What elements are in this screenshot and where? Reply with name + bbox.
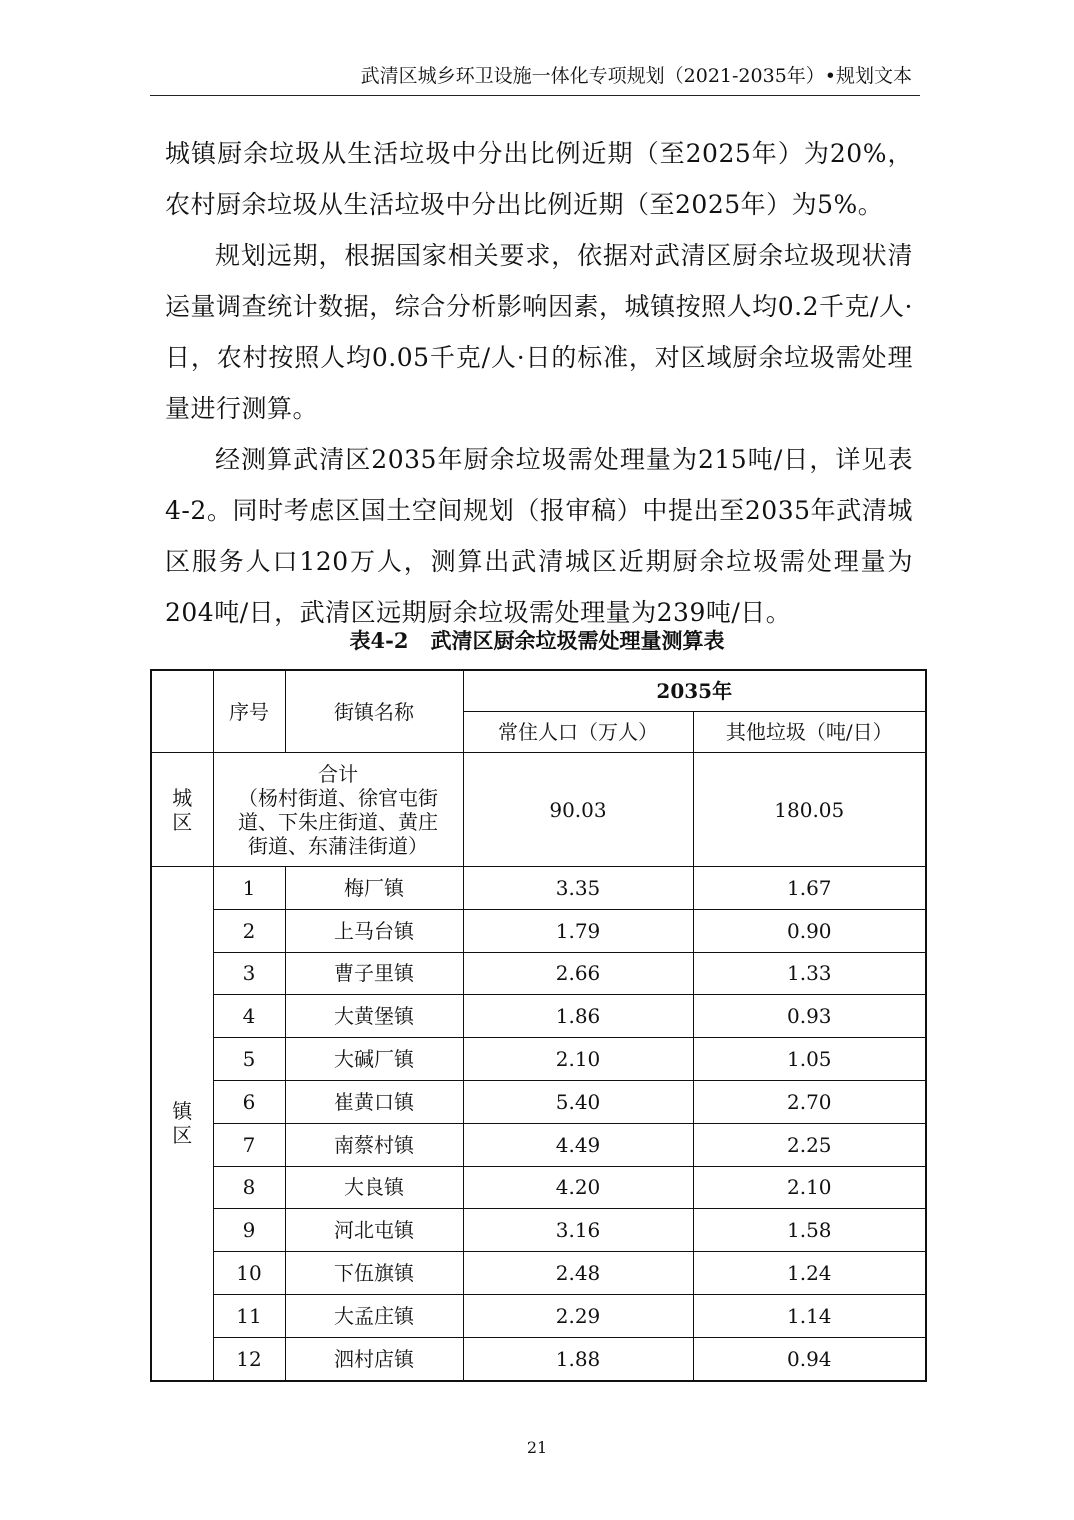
row-garbage: 0.93 xyxy=(693,995,926,1038)
body-text xyxy=(165,128,913,638)
row-garbage: 0.90 xyxy=(693,909,926,952)
paragraph-2: 规划远期，根据国家相关要求，依据对武清区厨余垃圾现状清运量调查统计数据，综合分析影响因素，城镇按照人均0.2千克/人·日，农村按照人均0.05千克/人·日的标准，对区域厨余垃圾需处理量进行测算。 xyxy=(165,241,913,423)
table-row xyxy=(151,1123,926,1166)
garbage-estimate-table xyxy=(150,669,927,1382)
row-garbage: 1.67 xyxy=(693,867,926,910)
row-garbage: 1.58 xyxy=(693,1209,926,1252)
table-row xyxy=(151,1209,926,1252)
row-seq: 1 xyxy=(213,867,285,910)
city-name-line: 道、下朱庄街道、黄庄 xyxy=(238,809,438,834)
table-row xyxy=(151,909,926,952)
row-town-name: 大良镇 xyxy=(285,1166,463,1209)
row-seq: 2 xyxy=(213,909,285,952)
table-row xyxy=(151,952,926,995)
row-town-name: 崔黄口镇 xyxy=(285,1080,463,1123)
row-garbage: 2.70 xyxy=(693,1080,926,1123)
city-total-name xyxy=(213,753,463,867)
row-seq: 11 xyxy=(213,1294,285,1337)
town-zone-label: 镇 区 xyxy=(151,867,213,1381)
row-garbage: 2.10 xyxy=(693,1166,926,1209)
table-row xyxy=(151,1294,926,1337)
city-name-line: 街道、东蒲洼街道） xyxy=(248,833,428,858)
table-row xyxy=(151,1337,926,1380)
table-row xyxy=(151,1166,926,1209)
row-town-name: 河北屯镇 xyxy=(285,1209,463,1252)
row-population: 2.48 xyxy=(463,1252,693,1295)
city-name-line: 合计 xyxy=(318,761,358,786)
row-seq: 5 xyxy=(213,1038,285,1081)
row-seq: 10 xyxy=(213,1252,285,1295)
table-header-row xyxy=(151,670,926,712)
row-town-name: 大孟庄镇 xyxy=(285,1294,463,1337)
row-garbage: 2.25 xyxy=(693,1123,926,1166)
paragraph-3: 经测算武清区2035年厨余垃圾需处理量为215吨/日，详见表4-2。同时考虑区国土空间规划（报审稿）中提出至2035年武清城区服务人口120万人，测算出武清城区近期厨余垃圾需处理量为204吨/日，武清区远期厨余垃圾需处理量为239吨/日。 xyxy=(165,445,913,627)
page-number: 21 xyxy=(526,1438,548,1457)
year-header: 2035年 xyxy=(463,670,926,712)
city-zone-label: 城 区 xyxy=(151,753,213,867)
row-population: 1.79 xyxy=(463,909,693,952)
row-seq: 12 xyxy=(213,1337,285,1380)
city-name-line: （杨村街道、徐官屯街 xyxy=(238,785,438,810)
name-header: 街镇名称 xyxy=(285,670,463,753)
table-row xyxy=(151,867,926,910)
seq-header: 序号 xyxy=(213,670,285,753)
row-seq: 9 xyxy=(213,1209,285,1252)
row-seq: 6 xyxy=(213,1080,285,1123)
row-garbage: 1.33 xyxy=(693,952,926,995)
row-town-name: 上马台镇 xyxy=(285,909,463,952)
garbage-header: 其他垃圾（吨/日） xyxy=(693,712,926,753)
row-population: 2.10 xyxy=(463,1038,693,1081)
running-header: 武清区城乡环卫设施一体化专项规划（2021-2035年）•规划文本 xyxy=(360,65,912,87)
row-garbage: 1.05 xyxy=(693,1038,926,1081)
table-row xyxy=(151,1252,926,1295)
row-town-name: 下伍旗镇 xyxy=(285,1252,463,1295)
table-row xyxy=(151,1038,926,1081)
row-seq: 3 xyxy=(213,952,285,995)
row-town-name: 泗村店镇 xyxy=(285,1337,463,1380)
row-garbage: 1.14 xyxy=(693,1294,926,1337)
table-caption xyxy=(150,626,924,656)
row-town-name: 南蔡村镇 xyxy=(285,1123,463,1166)
row-population: 1.86 xyxy=(463,995,693,1038)
row-garbage: 0.94 xyxy=(693,1337,926,1380)
paragraph-1: 城镇厨余垃圾从生活垃圾中分出比例近期（至2025年）为20%，农村厨余垃圾从生活垃圾中分出比例近期（至2025年）为5%。 xyxy=(165,139,913,219)
city-garbage: 180.05 xyxy=(693,753,926,867)
row-town-name: 曹子里镇 xyxy=(285,952,463,995)
table-caption-title: 武清区厨余垃圾需处理量测算表 xyxy=(430,628,725,653)
row-population: 5.40 xyxy=(463,1080,693,1123)
city-population: 90.03 xyxy=(463,753,693,867)
row-garbage: 1.24 xyxy=(693,1252,926,1295)
table-row xyxy=(151,995,926,1038)
row-seq: 4 xyxy=(213,995,285,1038)
row-town-name: 大碱厂镇 xyxy=(285,1038,463,1081)
row-seq: 8 xyxy=(213,1166,285,1209)
row-town-name: 大黄堡镇 xyxy=(285,995,463,1038)
row-population: 1.88 xyxy=(463,1337,693,1380)
row-population: 4.20 xyxy=(463,1166,693,1209)
city-row xyxy=(151,753,926,867)
table-row xyxy=(151,1080,926,1123)
row-population: 3.35 xyxy=(463,867,693,910)
row-population: 3.16 xyxy=(463,1209,693,1252)
header-divider xyxy=(150,95,920,96)
row-population: 2.66 xyxy=(463,952,693,995)
row-population: 2.29 xyxy=(463,1294,693,1337)
row-seq: 7 xyxy=(213,1123,285,1166)
table-caption-number: 表4-2 xyxy=(349,628,409,653)
row-population: 4.49 xyxy=(463,1123,693,1166)
population-header: 常住人口（万人） xyxy=(463,712,693,753)
row-town-name: 梅厂镇 xyxy=(285,867,463,910)
zone-header-cell xyxy=(151,670,213,753)
